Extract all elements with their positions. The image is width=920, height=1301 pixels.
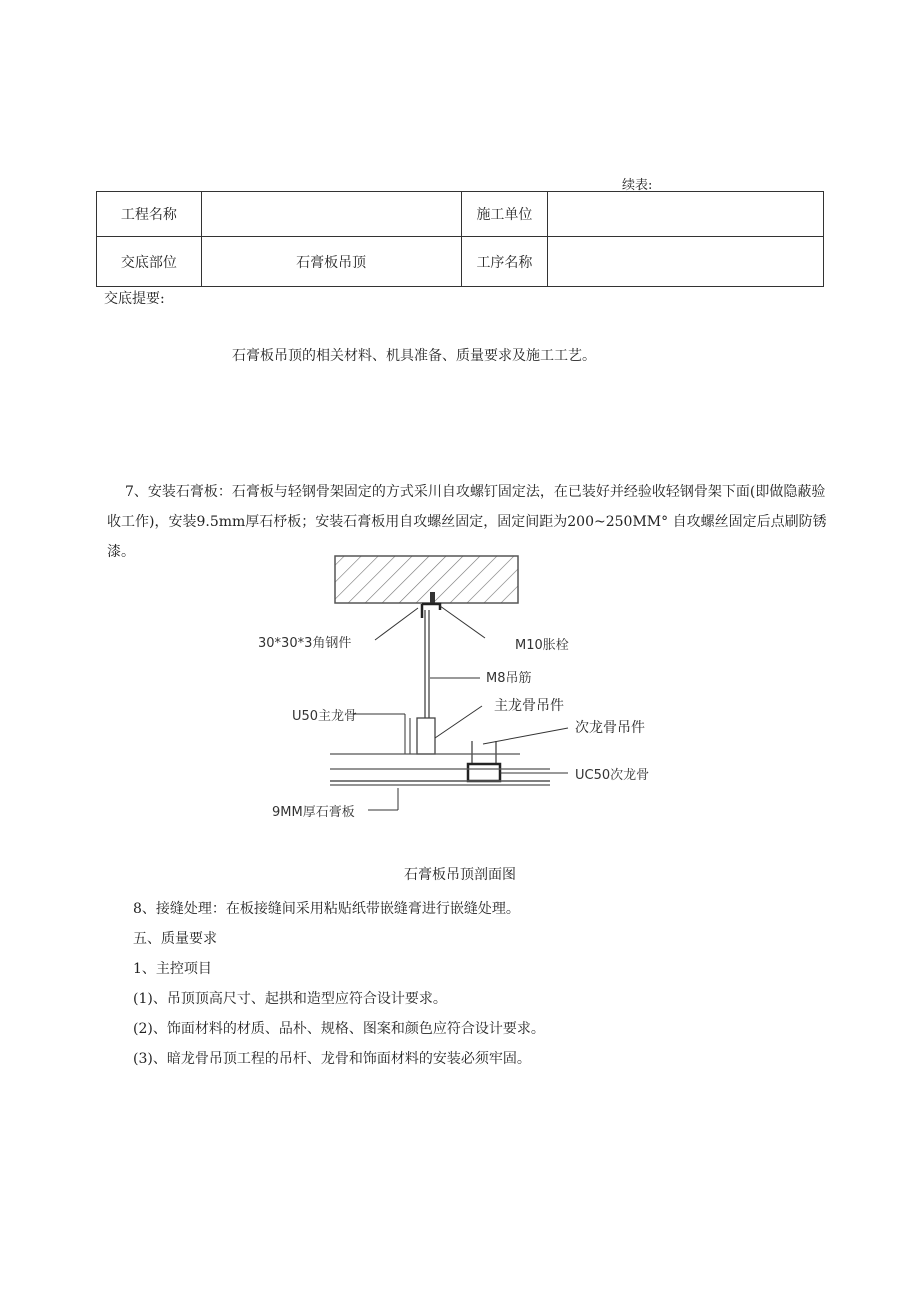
- requirement-3: (3)、暗龙骨吊顶工程的吊杆、龙骨和饰面材料的安装必须牢固。: [133, 1051, 531, 1067]
- label-sub-keel: UC50次龙骨: [575, 768, 650, 783]
- label-sub-hanger: 次龙骨吊件: [575, 720, 645, 736]
- step8-paragraph: 8、接缝处理：在板接缝间采用粘贴纸带嵌缝膏进行嵌缝处理。: [133, 901, 520, 917]
- subsection-heading: 1、主控项目: [133, 961, 212, 977]
- requirement-2: (2)、饰面材料的材质、品朴、规格、图案和颜色应符合设计要求。: [133, 1021, 545, 1037]
- label-angle-steel: 30*30*3角钢件: [258, 636, 352, 651]
- sub-keel: [468, 764, 500, 781]
- label-main-hanger: 主龙骨吊件: [494, 698, 564, 714]
- sub-keel-hanger: [472, 741, 496, 764]
- construction-unit-label: 施工单位: [461, 192, 548, 237]
- ceiling-section-diagram: [250, 548, 670, 830]
- concrete-slab: [335, 556, 518, 603]
- project-name-value: [201, 192, 461, 237]
- table-row: [97, 192, 824, 237]
- table-row: [97, 237, 824, 287]
- anchor-bolt: [430, 592, 435, 604]
- location-value: 石膏板吊顶: [201, 237, 461, 287]
- process-name-value: [548, 237, 824, 287]
- project-name-label: 工程名称: [97, 192, 202, 237]
- location-label: 交底部位: [97, 237, 202, 287]
- continued-label: 续表:: [622, 178, 653, 193]
- header-table: [96, 191, 824, 287]
- label-rod: M8吊筋: [486, 671, 532, 686]
- construction-unit-value: [548, 192, 824, 237]
- label-board: 9MM厚石膏板: [272, 805, 355, 820]
- label-anchor: M10胀栓: [515, 638, 569, 653]
- label-main-keel: U50主龙骨: [292, 709, 358, 724]
- process-name-label: 工序名称: [461, 237, 548, 287]
- requirement-1: (1)、吊顶顶高尺寸、起拱和造型应符合设计要求。: [133, 991, 447, 1007]
- main-keel: [405, 714, 410, 754]
- section-heading: 五、质量要求: [133, 931, 217, 947]
- step7-paragraph: 7、安装石膏板：石膏板与轻钢骨架固定的方式采川自攻螺钉固定法，在已装好并经验收轻钢骨架下面(即做隐蔽验收工作)，安装9.5mm厚石杼板；安装石膏板用自攻螺丝固定，固定间距为200~250MM° 自攻螺丝固定后点刷防锈漆。: [107, 484, 827, 560]
- summary-label: 交底提要:: [104, 291, 165, 307]
- main-keel-hanger: [417, 718, 435, 754]
- summary-text: 石膏板吊顶的相关材料、机具准备、质量要求及施工工艺。: [232, 348, 596, 364]
- diagram-caption: 石膏板吊顶剖面图: [404, 867, 516, 883]
